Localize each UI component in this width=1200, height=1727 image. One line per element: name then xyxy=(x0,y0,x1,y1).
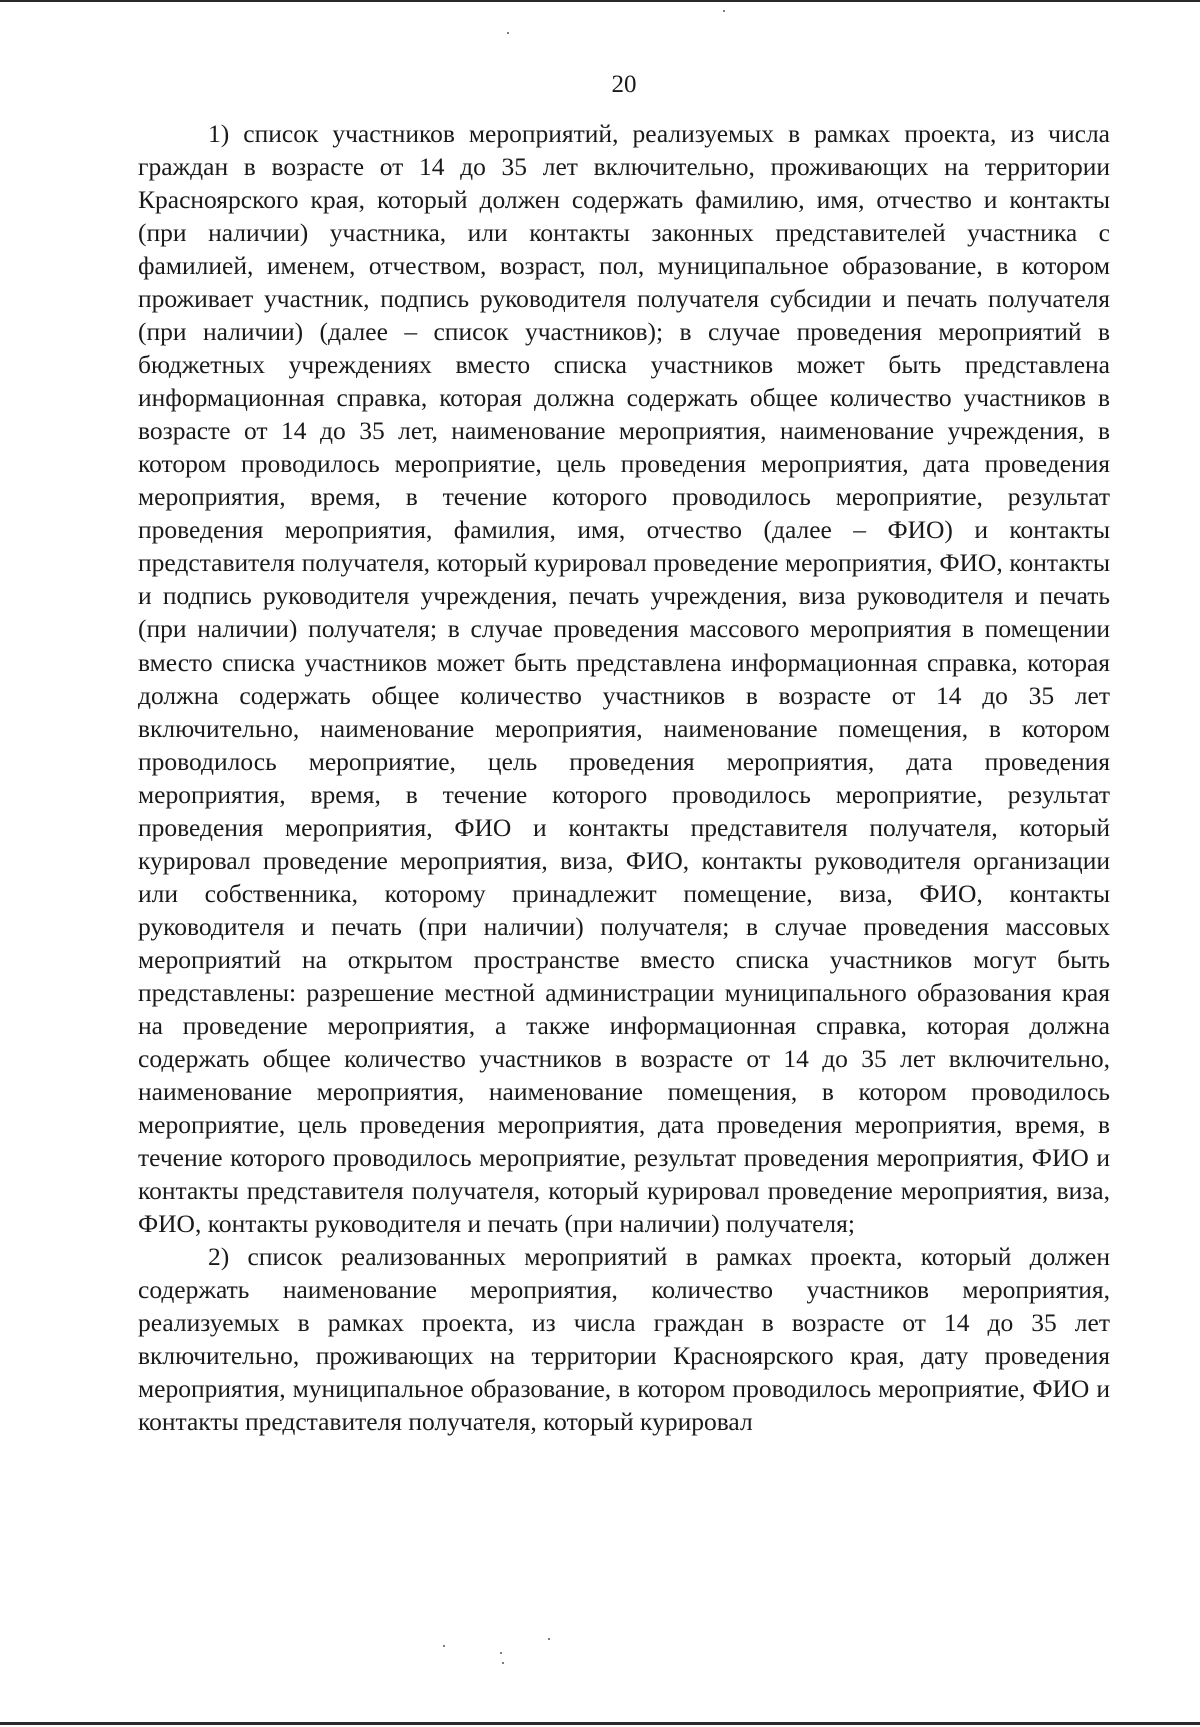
scan-speck xyxy=(548,1638,550,1640)
paragraph-1: 1) список участников мероприятий, реализуемых в рамках проекта, из числа граждан в возрасте от 14 до 35 лет включительно, проживающих на территории Красноярского края, который должен содержать фамилию, имя, отчество и контакты (при наличии) участника, или контакты законных представителей участника с фамилией, именем, отчеством, возраст, пол, муниципальное образование, в котором проживает участник, подпись руководителя получателя субсидии и печать получателя (при наличии) (далее – список участников); в случае проведения мероприятий в бюджетных учреждениях вместо списка участников может быть представлена информационная справка, которая должна содержать общее количество участников в возрасте от 14 до 35 лет, наименование мероприятия, наименование учреждения, в котором проводилось мероприятие, цель проведения мероприятия, дата проведения мероприятия, время, в течение которого проводилось мероприятие, результат проведения мероприятия, фамилия, имя, отчество (далее – ФИО) и контакты представителя получателя, который курировал проведение мероприятия, ФИО, контакты и подпись руководителя учреждения, печать учреждения, виза руководителя и печать (при наличии) получателя; в случае проведения массового мероприятия в помещении вместо списка участников может быть представлена информационная справка, которая должна содержать общее количество участников в возрасте от 14 до 35 лет включительно, наименование мероприятия, наименование помещения, в котором проводилось мероприятие, цель проведения мероприятия, дата проведения мероприятия, время, в течение которого проводилось мероприятие, результат проведения мероприятия, ФИО и контакты представителя получателя, который курировал проведение мероприятия, виза, ФИО, контакты руководителя организации или собственника, которому принадлежит помещение, виза, ФИО, контакты руководителя и печать (при наличии) получателя; в случае проведения массовых мероприятий на открытом пространстве вместо списка участников могут быть представлены: разрешение местной администрации муниципального образования края на проведение мероприятия, а также информационная справка, которая должна содержать общее количество участников в возрасте от 14 до 35 лет включительно, наименование мероприятия, наименование помещения, в котором проводилось мероприятие, цель проведения мероприятия, дата проведения мероприятия, время, в течение которого проводилось мероприятие, результат проведения мероприятия, ФИО и контакты представителя получателя, который курировал проведение мероприятия, виза, ФИО, контакты руководителя и печать (при наличии) получателя; xyxy=(138,119,1110,1239)
scan-edge-top xyxy=(0,0,1200,2)
scan-speck xyxy=(502,1662,504,1664)
scan-speck xyxy=(500,1652,502,1654)
scan-speck xyxy=(443,1645,445,1647)
scan-speck xyxy=(723,10,725,12)
paragraph-2: 2) список реализованных мероприятий в рамках проекта, который должен содержать наименование мероприятия, количество участников мероприятия, реализуемых в рамках проекта, из числа граждан в возрасте от 14 до 35 лет включительно, проживающих на территории Красноярского края, дату проведения мероприятия, муниципальное образование, в котором проводилось мероприятие, ФИО и контакты представителя получателя, который курировал xyxy=(138,1242,1110,1437)
scan-speck xyxy=(507,32,509,34)
document-body xyxy=(138,117,1110,1438)
scan-edge-bottom xyxy=(0,1722,1200,1725)
page-number: 20 xyxy=(611,71,637,98)
